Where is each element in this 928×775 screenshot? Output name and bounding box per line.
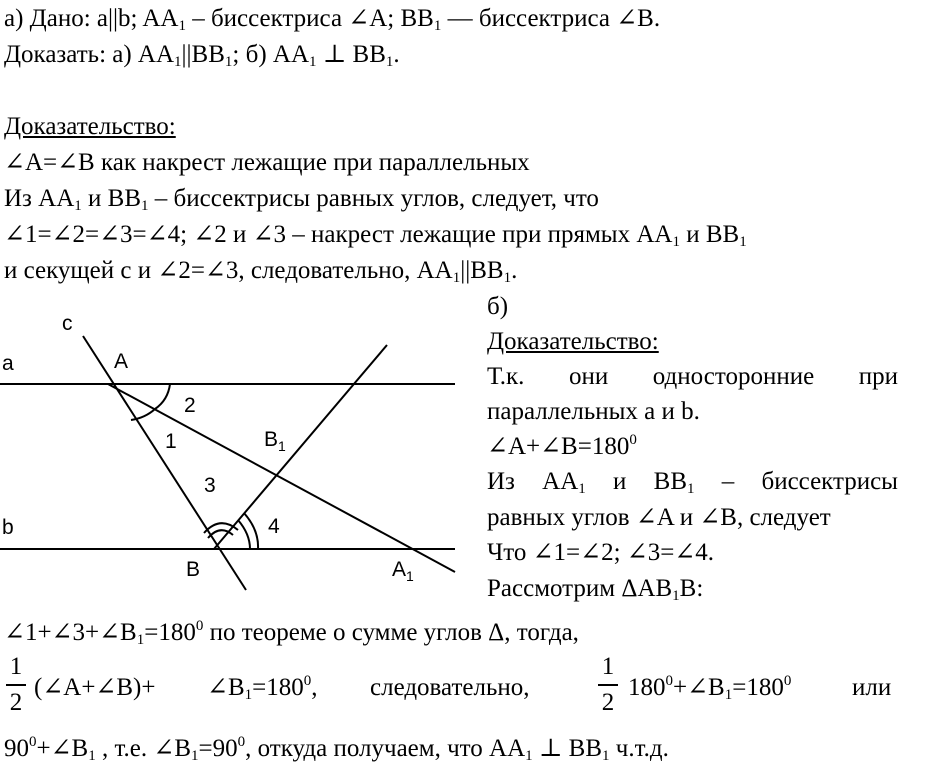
arc-angle-4-inner — [238, 520, 250, 549]
proof-b-row-4: Из $AA_1$ и $BB_1$ – биссектрисы — [487, 468, 898, 497]
bisector-aa1 — [108, 384, 455, 572]
fraction-half-1: 1 2 — [6, 652, 26, 718]
proof-b-part: б) — [487, 293, 509, 320]
label-angle-3: 3 — [204, 474, 216, 497]
arc-angle-1 — [131, 409, 155, 420]
proof-b-row-3: $\angle A+\angle B=180^0$ — [487, 432, 637, 460]
proof-b-row-5: равных углов ∠A и ∠B, следует — [487, 504, 831, 531]
proof-b-row-2: параллельных a и b. — [487, 398, 700, 425]
secant-c — [83, 336, 246, 590]
proof-a-line-4: и секущей c и ∠2=∠3, следовательно, $AA_1||BB_1$. — [4, 257, 518, 286]
bottom-line-2-b: $\angle B_1=180^0$, — [207, 673, 318, 703]
label-angle-1: 1 — [165, 430, 177, 453]
arc-angle-2 — [155, 384, 170, 409]
proof-a-line-1: ∠A=∠B как накрест лежащие при параллельных — [4, 149, 530, 176]
label-A1: $A_1$ — [392, 558, 414, 584]
label-c: c — [62, 312, 73, 335]
given-line-2: Доказать: а) $AA_1||BB_1$; б) $AA_1$ ⊥ $BB_1$. — [4, 41, 400, 70]
fraction-half-2: 1 2 — [598, 652, 618, 718]
bottom-line-1: $\angle 1+\angle 3+\angle B_1=180^0$ по теореме о сумме углов Δ, тогда, — [4, 618, 579, 648]
label-a: a — [2, 352, 14, 375]
bottom-line-3: $90^0+\angle B_1$ , т.е. $\angle B_1=90^0$, откуда получаем, что $AA_1$ ⊥ $BB_1$ ч.т.д. — [4, 734, 669, 764]
label-B1: $B_1$ — [264, 428, 286, 454]
proof-a-heading: Доказательство: — [4, 113, 176, 140]
given-line-1: а) Дано: a||b; $AA_1$ – биссектриса ∠A; $BB_1$ — биссектриса ∠B. — [4, 5, 661, 34]
proof-a-line-3: ∠1=∠2=∠3=∠4; ∠2 и ∠3 – накрест лежащие при прямых $AA_1$ и $BB_1$ — [4, 221, 747, 250]
proof-a-line-2: Из $AA_1$ и $BB_1$ – биссектрисы равных углов, следует, что — [4, 185, 599, 214]
proof-b-row-1: Т.к. они односторонние при — [487, 363, 898, 390]
bottom-line-2-a: (∠A+∠B)+ — [34, 674, 156, 701]
label-angle-2: 2 — [184, 394, 196, 417]
geometry-figure — [0, 290, 480, 610]
proof-b-heading: Доказательство: — [487, 328, 659, 355]
proof-b-row-7: Рассмотрим $\Delta AB_1B$: — [487, 575, 704, 604]
bisector-bb1 — [214, 345, 387, 549]
label-b: b — [2, 516, 14, 539]
bottom-line-2-c: следовательно, — [370, 674, 530, 701]
proof-b-row-6: Что ∠1=∠2; ∠3=∠4. — [487, 539, 715, 566]
label-B: B — [186, 558, 201, 581]
label-A: A — [114, 350, 129, 373]
label-angle-4: 4 — [268, 515, 280, 538]
bottom-line-2-e: или — [852, 674, 892, 701]
bottom-line-2-d: $180^0+\angle B_1=180^0$ — [628, 673, 792, 703]
